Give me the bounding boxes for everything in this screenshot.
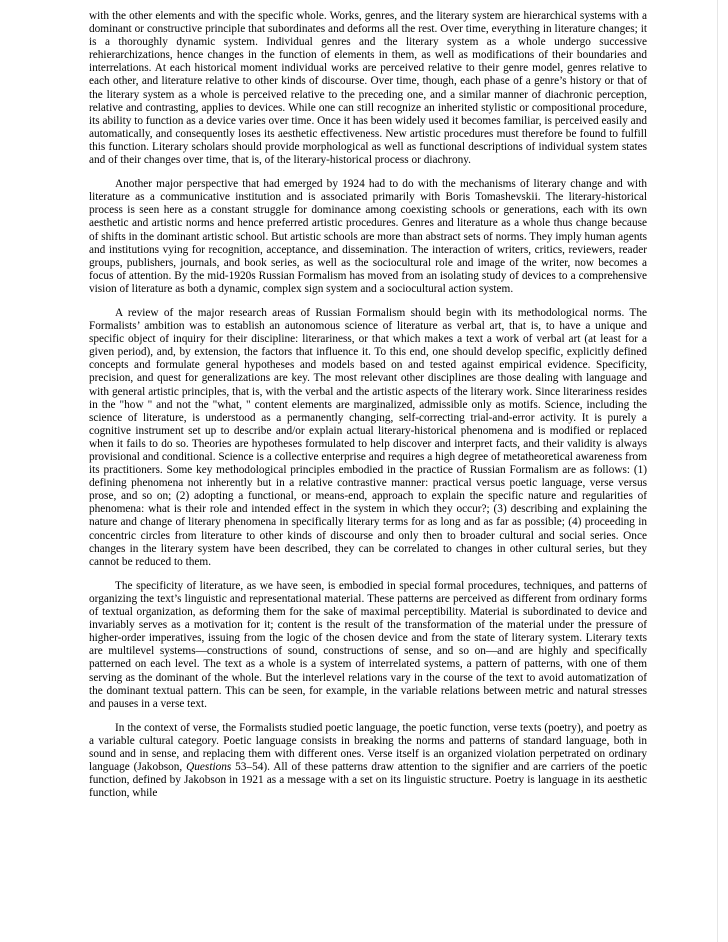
paragraph-3: A review of the major research areas of Russian Formalism should begin with its methodological norms. The Formalists’ ambition was to establish an autonomous science of literature as verbal art, that is, to have a unique and specific object of inquiry for their discipline: literariness, or that which makes a text a work of verbal art (at least for a given period), and, by extension, the factors that influence it. To this end, one should develop specific, explicitly defined concepts and formulate general hypotheses and models based on and tested against empirical evidence. Specificity, precision, and quest for generalizations are key. The most relevant other disciplines are those dealing with language and with general artistic principles, that is, with the verbal and the artistic aspects of the literary work. Since literariness resides in the "how " and not the "what, " content elements are marginalized, admissible only as motifs. Science, including the science of literature, is understood as a permanently changing, self-correcting trial-and-error activity. It is purely a cognitive instrument set up to describe and/or explain actual literary-historical phenomena and is modified or replaced when it fails to do so. Theories are hypotheses formulated to help discover and interpret facts, and their validity is always provisional and conditional. Science is a collective enterprise and requires a high degree of metatheoretical awareness from its practitioners. Some key methodological principles embodied in the practice of Russian Formalism are as follows: (1) defining phenomena not inherently but in a relative contrastive manner: practical versus poetic language, verse versus prose, and so on; (2) adopting a functional, or means-end, approach to explain the specific nature and regularities of phenomena: what is their role and intended effect in the system in which they occur?; (3) describing and explaining the nature and change of literary phenomena in specifically literary terms for as long and as far as possible; (4) proceeding in concentric circles from literature to other kinds of discourse and only then to broader cultural and social series. Once changes in the literary system have been described, they can be correlated to changes in other cultural series, but they cannot be reduced to them. [89, 306, 647, 568]
paragraph-4: The specificity of literature, as we have seen, is embodied in special formal procedures, techniques, and patterns of organizing the text’s linguistic and representational material. These patterns are perceived as different from ordinary forms of textual organization, as deforming them for the sake of maximal perceptibility. Material is subordinated to device and invariably serves as a motivation for it; content is the result of the transformation of the material under the pressure of higher-order imperatives, issuing from the logic of the chosen device and from the state of literary system. Literary texts are multilevel systems—constructions of sound, constructions of sense, and so on—and are highly and specifically patterned on each level. The text as a whole is a system of interrelated systems, a pattern of patterns, with one of them serving as the dominant of the whole. But the interlevel relations vary in the course of the text to avoid automatization of the dominant textual pattern. This can be seen, for example, in the variable relations between metric and natural stresses and pauses in a verse text. [89, 579, 647, 710]
paragraph-5-book-title: Questions [186, 761, 232, 774]
window-scrollbar[interactable] [717, 0, 728, 942]
paragraph-2: Another major perspective that had emerged by 1924 had to do with the mechanisms of literary change and with literature as a communicative institution and is associated primarily with Boris Tomashevskii. The literary-historical process is seen here as a constant struggle for dominance among coexisting schools or generations, each with its own aesthetic and artistic norms and hence preferred artistic procedures. Genres and literature as a whole thus change because of shifts in the dominant artistic school. But artistic schools are more than abstract sets of norms. They imply human agents and institutions vying for recognition, acceptance, and dissemination. The interaction of writers, critics, reviewers, reader groups, publishers, journals, and book series, as well as the sociocultural role and image of the writer, now becomes a focus of attention. By the mid-1920s Russian Formalism has moved from an isolating study of devices to a comprehensive vision of literature as both a dynamic, complex sign system and a sociocultural action system. [89, 178, 647, 295]
paragraph-5-text-after: 53–54). All of these patterns draw attention to the signifier and are carriers of the poetic function, defined by Jakobson in 1921 as a message with a set on its linguistic structure. Poetry is language in its aesthetic function, while [89, 761, 647, 800]
paragraph-1: with the other elements and with the specific whole. Works, genres, and the literary system are hierarchical systems with a dominant or constructive principle that subordinates and deforms all the rest. Over time, everything in literature changes; it is a thoroughly dynamic system. Individual genres and the literary system as a whole undergo successive rehierarchizations, hence changes in the function of elements in them, as well as modifications of their boundaries and interrelations. At each historical moment individual works are perceived relative to their genre model, genres relative to each other, and literature relative to other kinds of discourse. Over time, though, each phase of a genre’s history or that of the literary system as a whole is perceived relative to the preceding one, and a similar manner of diachronic perception, relative and contrasting, applies to devices. While one can still recognize an inherited stylistic or compositional procedure, its ability to function as a device varies over time. Once it has been widely used it becomes familiar, is perceived easily and automatically, and consequently loses its aesthetic effectiveness. New artistic procedures must therefore be found to fulfill this function. Literary scholars should provide morphological as well as functional descriptions of individual system states and of their changes over time, that is, of the literary-historical process or diachrony. [89, 10, 647, 167]
paragraph-5 [89, 722, 647, 801]
document-page [89, 10, 647, 811]
paragraph-5-text-before: In the context of verse, the Formalists studied poetic language, the poetic function, verse texts (poetry), and poetry as a variable cultural category. Poetic language consists in breaking the norms and patterns of standard language, both in sound and in sense, and replacing them with different ones. Verse itself is an organized violation perpetrated on ordinary language (Jakobson, [89, 721, 647, 774]
